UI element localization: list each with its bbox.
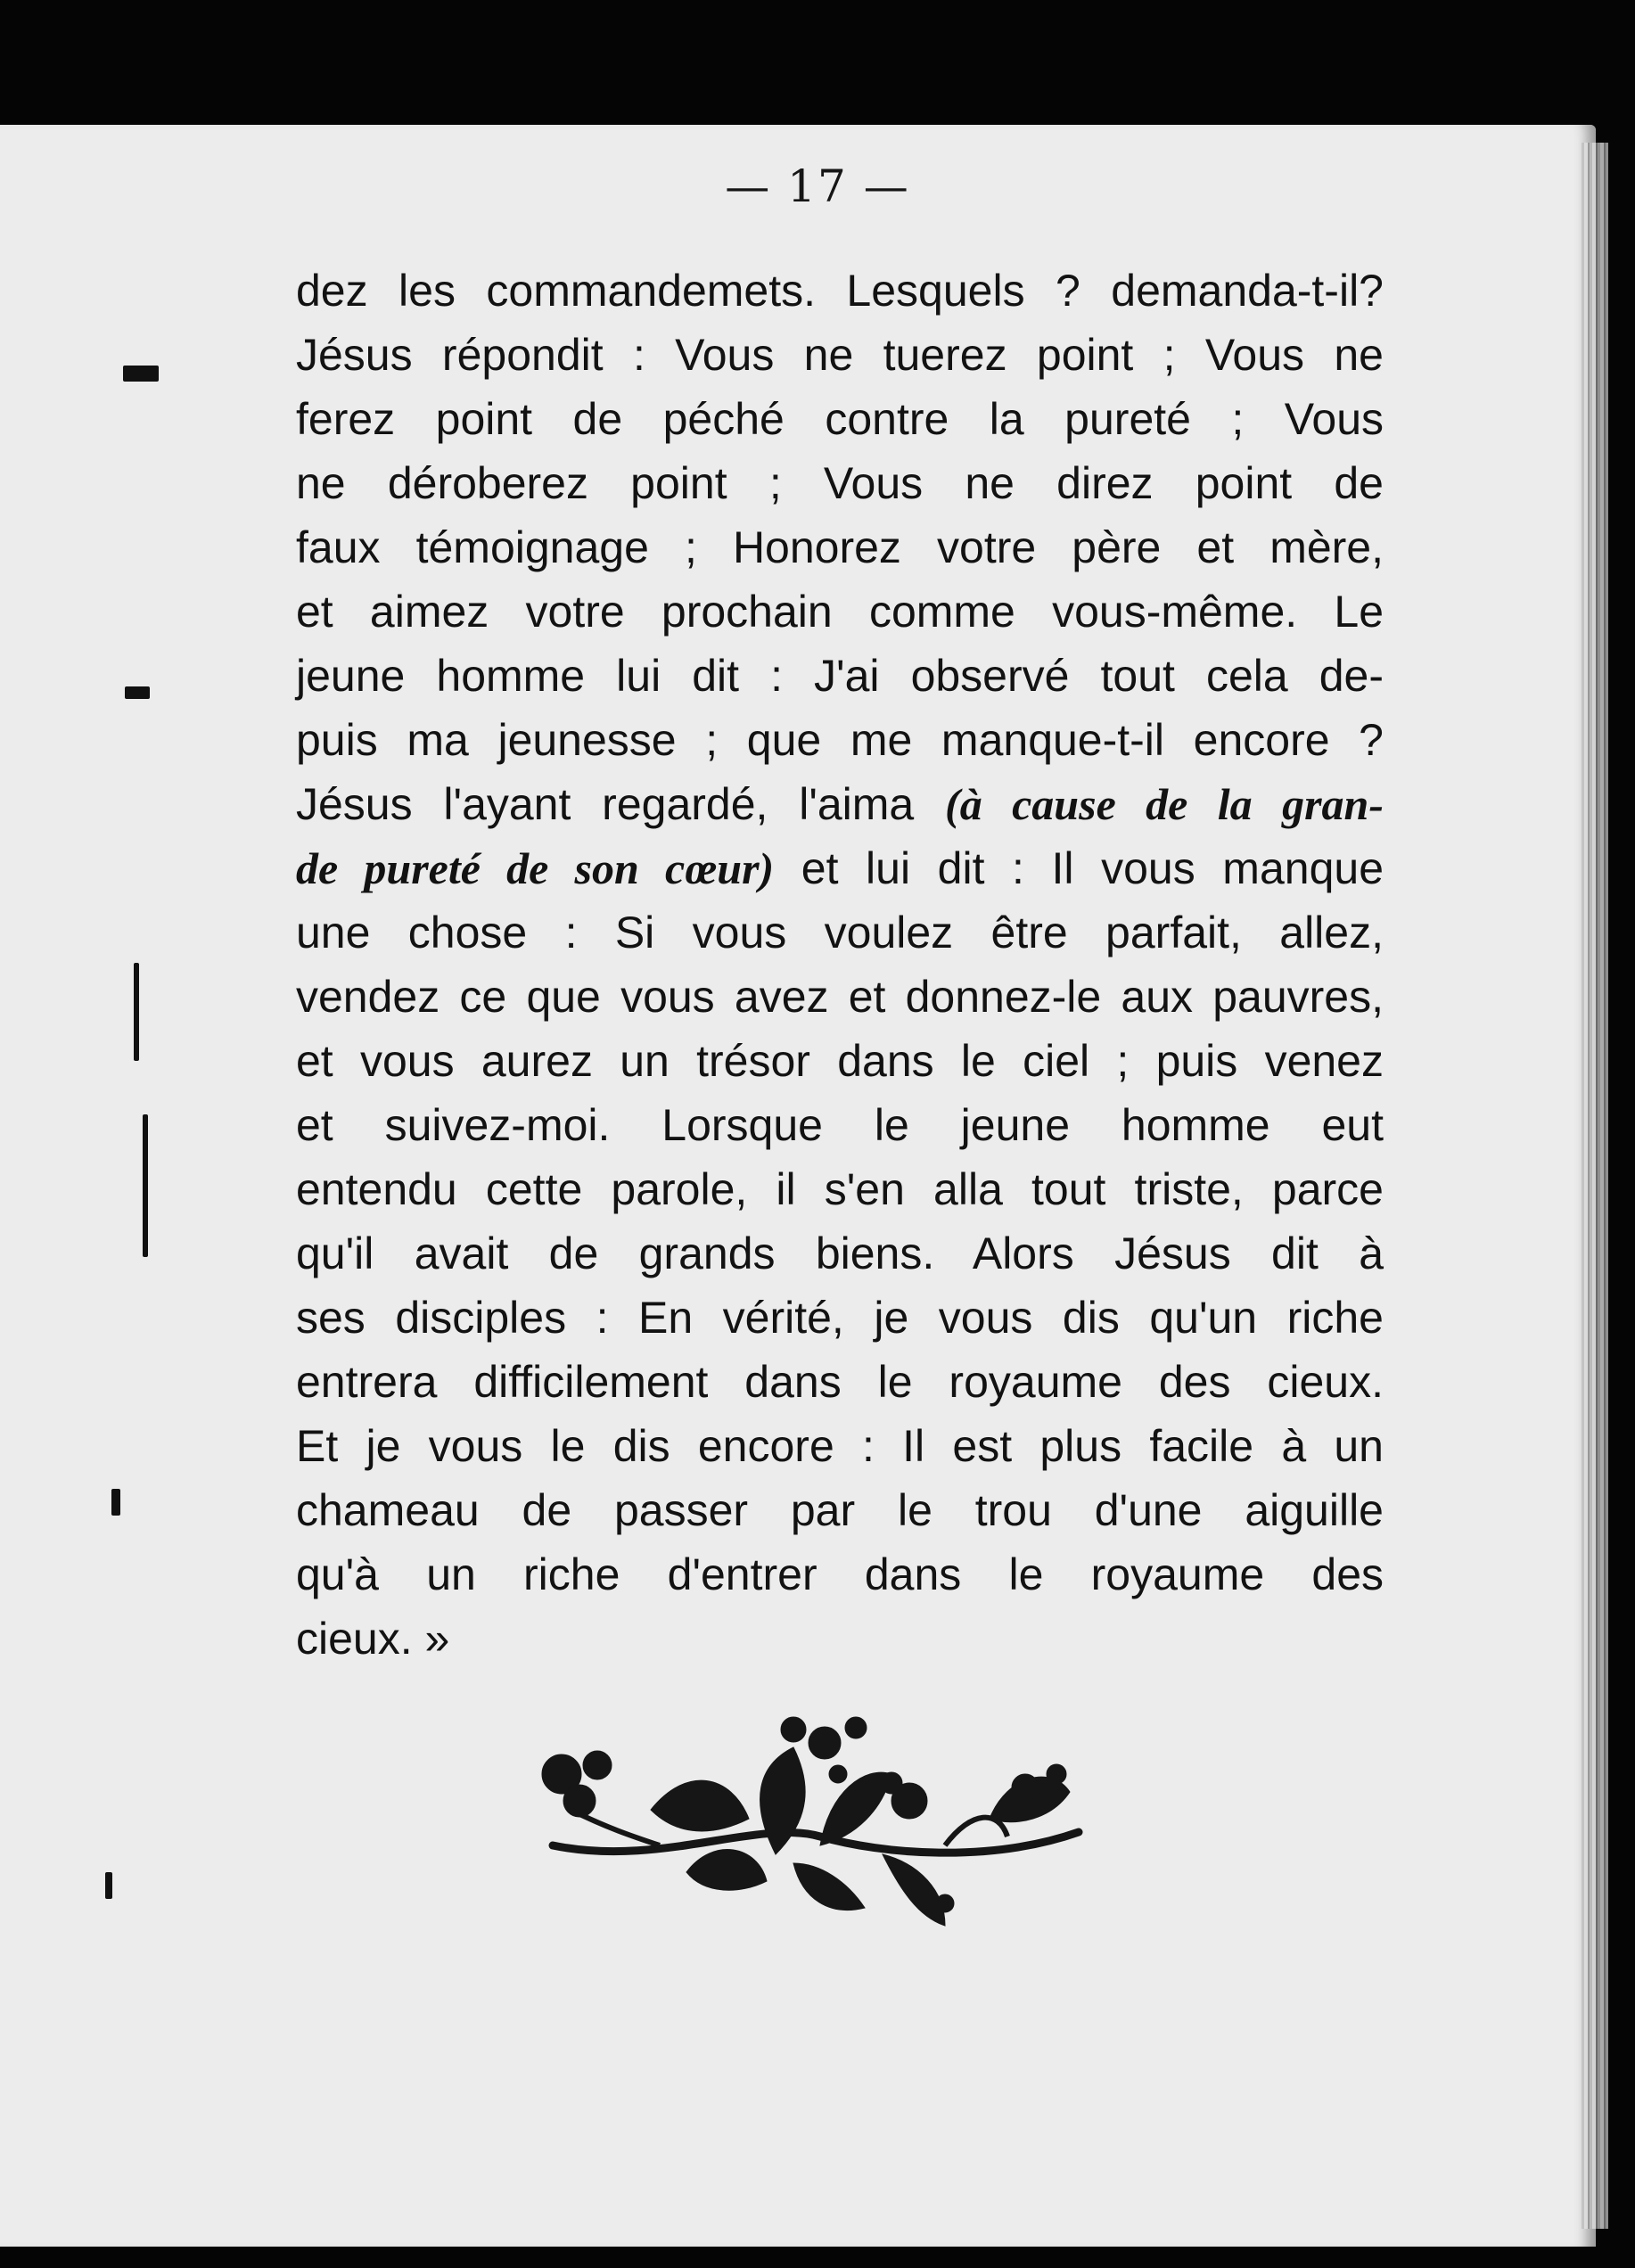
text-line: [296, 1221, 1384, 1286]
text-segment: ferez point de péché contre la pureté ; Vous: [296, 394, 1384, 444]
text-segment: puis ma jeunesse ; que me manque-t-il encore ?: [296, 715, 1384, 765]
text-segment: cieux. »: [296, 1614, 450, 1664]
text-line: [296, 451, 1384, 515]
text-line: [296, 1157, 1384, 1221]
gutter-mark: [125, 686, 150, 699]
text-segment: de pureté de son cœur): [296, 843, 775, 893]
text-segment: chameau de passer par le trou d'une aiguille: [296, 1485, 1384, 1535]
text-line: [296, 1093, 1384, 1157]
text-segment: Jésus l'ayant regardé, l'aima: [296, 779, 946, 829]
text-line: [296, 387, 1384, 451]
text-segment: Et je vous le dis encore : Il est plus facile à un: [296, 1421, 1384, 1471]
text-line: [296, 900, 1384, 965]
text-segment: qu'à un riche d'entrer dans le royaume des: [296, 1549, 1384, 1599]
text-line: [296, 1606, 1384, 1671]
text-segment: ne déroberez point ; Vous ne direz point de: [296, 458, 1384, 508]
text-segment: et lui dit : Il vous manque: [774, 843, 1384, 893]
page-number: — 17 —: [725, 160, 910, 212]
body-text: [296, 259, 1384, 1671]
text-line: [296, 1414, 1384, 1478]
page-edge-stack: [1582, 143, 1608, 2229]
text-segment: une chose : Si vous voulez être parfait, allez,: [296, 908, 1384, 957]
gutter-mark: [123, 366, 159, 382]
text-line: [296, 1478, 1384, 1542]
text-segment: entrera difficilement dans le royaume des cieux.: [296, 1357, 1384, 1407]
text-line: [296, 836, 1384, 900]
text-line: [296, 515, 1384, 579]
text-line: [296, 259, 1384, 323]
text-line: [296, 1286, 1384, 1350]
text-segment: dez les commandemets. Lesquels ? demanda-t-il?: [296, 266, 1384, 316]
text-line: [296, 579, 1384, 644]
text-line: [296, 1029, 1384, 1093]
text-line: [296, 644, 1384, 708]
text-segment: et aimez votre prochain comme vous-même. Le: [296, 587, 1384, 637]
text-segment: et suivez-moi. Lorsque le jeune homme eut: [296, 1100, 1384, 1150]
text-segment: entendu cette parole, il s'en alla tout triste, parce: [296, 1164, 1384, 1214]
text-segment: et vous aurez un trésor dans le ciel ; puis venez: [296, 1036, 1384, 1086]
text-line: [296, 965, 1384, 1029]
text-segment: qu'il avait de grands biens. Alors Jésus dit à: [296, 1228, 1384, 1278]
text-line: [296, 1350, 1384, 1414]
text-segment: Jésus répondit : Vous ne tuerez point ; Vous ne: [296, 330, 1384, 380]
gutter-mark: [134, 963, 139, 1061]
gutter-mark: [143, 1114, 148, 1257]
floral-vignette-icon: [526, 1712, 1097, 1935]
text-segment: vendez ce que vous avez et donnez-le aux pauvres,: [296, 972, 1384, 1022]
text-line: [296, 1542, 1384, 1606]
text-line: [296, 772, 1384, 836]
text-segment: ses disciples : En vérité, je vous dis qu'un riche: [296, 1293, 1384, 1343]
text-segment: (à cause de la gran-: [945, 779, 1384, 829]
text-line: [296, 708, 1384, 772]
gutter-mark: [111, 1489, 120, 1516]
text-line: [296, 323, 1384, 387]
gutter-mark: [105, 1872, 112, 1899]
text-segment: jeune homme lui dit : J'ai observé tout cela de-: [296, 651, 1384, 701]
text-segment: faux témoignage ; Honorez votre père et mère,: [296, 522, 1384, 572]
